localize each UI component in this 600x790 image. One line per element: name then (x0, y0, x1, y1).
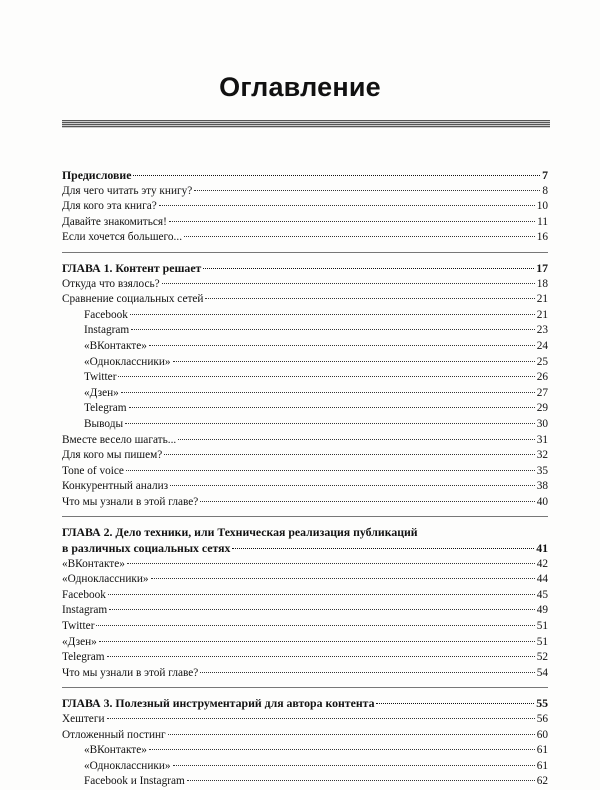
dot-leader (99, 641, 535, 642)
toc-entry-label: Для кого мы пишем? (62, 449, 163, 462)
dot-leader (118, 376, 534, 377)
toc-entry[interactable] (62, 308, 548, 324)
toc-entry-page: 41 (536, 541, 548, 556)
toc-entry-label: Откуда что взялось? (62, 277, 160, 290)
toc-entry-label: Что мы узнали в этой главе? (62, 666, 199, 679)
toc-entry[interactable] (62, 479, 548, 495)
toc-entry-label: Instagram (62, 604, 108, 617)
toc-entry-page: 54 (536, 666, 548, 679)
dot-leader (133, 175, 540, 176)
toc-entry[interactable] (62, 355, 548, 371)
dot-leader (194, 190, 540, 191)
toc-entry-page: 40 (536, 495, 548, 508)
toc-entry[interactable] (62, 557, 548, 573)
toc-entry-label: Конкурентный анализ (62, 480, 169, 493)
toc-entry-label: «Дзен» (84, 386, 119, 399)
toc-entry-label: ГЛАВА 3. Полезный инструментарий для автора контента (62, 696, 375, 711)
toc-entry-page: 62 (536, 775, 548, 788)
toc-entry[interactable] (62, 230, 548, 246)
section-chapter-3 (62, 696, 548, 790)
toc-entry-page: 42 (536, 557, 548, 570)
toc-entry-page: 21 (536, 293, 548, 306)
dot-leader (205, 298, 534, 299)
table-of-contents (62, 168, 548, 790)
dot-leader (151, 578, 535, 579)
dot-leader (127, 563, 535, 564)
dot-leader (376, 703, 534, 704)
dot-leader (200, 672, 534, 673)
dot-leader (178, 439, 534, 440)
toc-entry-page: 61 (536, 744, 548, 757)
toc-entry[interactable] (62, 619, 548, 635)
toc-entry[interactable] (62, 650, 548, 666)
toc-entry-label: Давайте знакомиться! (62, 215, 167, 228)
toc-entry-label: ГЛАВА 1. Контент решает (62, 260, 202, 275)
dot-leader (169, 221, 535, 222)
dot-leader (232, 548, 534, 549)
toc-entry-label: Facebook (84, 308, 128, 321)
toc-entry-label: «Одноклассники» (62, 573, 149, 586)
page-title: Оглавление (219, 72, 381, 102)
dot-leader (162, 283, 535, 284)
toc-entry[interactable] (62, 215, 548, 231)
toc-entry[interactable] (62, 323, 548, 339)
toc-entry-page: 21 (536, 308, 548, 321)
dot-leader (129, 407, 535, 408)
toc-entry[interactable] (62, 184, 548, 200)
section-preface (62, 168, 548, 246)
toc-entry-page: 18 (536, 277, 548, 290)
dot-leader (149, 345, 535, 346)
toc-entry[interactable] (62, 370, 548, 386)
dot-leader (131, 329, 535, 330)
toc-entry-page: 10 (536, 200, 548, 213)
toc-entry[interactable] (62, 292, 548, 308)
toc-entry[interactable] (62, 464, 548, 480)
toc-entry-page: 23 (536, 324, 548, 337)
toc-entry-label: «ВКонтакте» (84, 339, 147, 352)
toc-entry[interactable] (62, 386, 548, 402)
toc-entry-page: 61 (536, 759, 548, 772)
toc-entry-label: Telegram (62, 651, 105, 664)
toc-entry-label: «ВКонтакте» (62, 557, 125, 570)
toc-entry[interactable] (62, 603, 548, 619)
toc-entry[interactable] (62, 728, 548, 744)
dot-leader (109, 609, 535, 610)
toc-entry-label: «ВКонтакте» (84, 744, 147, 757)
toc-entry-page: 60 (536, 728, 548, 741)
toc-entry[interactable] (62, 199, 548, 215)
toc-entry[interactable] (62, 572, 548, 588)
toc-entry-page: 38 (536, 480, 548, 493)
dot-leader (187, 780, 535, 781)
toc-entry-label: «Одноклассники» (84, 355, 171, 368)
toc-entry-page: 52 (536, 651, 548, 664)
toc-entry[interactable] (62, 417, 548, 433)
chapter-heading-line[interactable]: ГЛАВА 2. Дело техники, или Техническая реализация публикаций (62, 525, 418, 540)
toc-entry-label: Telegram (84, 402, 127, 415)
chapter-heading[interactable] (62, 168, 548, 184)
dot-leader (164, 454, 534, 455)
dot-leader (168, 734, 535, 735)
dot-leader (125, 423, 535, 424)
dot-leader (173, 361, 535, 362)
toc-entry-label: Facebook (62, 588, 106, 601)
toc-entry-page: 30 (536, 417, 548, 430)
toc-entry-label: Для кого эта книга? (62, 200, 157, 213)
toc-entry-page: 49 (536, 604, 548, 617)
toc-entry[interactable] (62, 277, 548, 293)
toc-entry-label: «Дзен» (62, 635, 97, 648)
toc-entry[interactable] (62, 774, 548, 790)
toc-entry-page: 24 (536, 339, 548, 352)
dot-leader (184, 236, 535, 237)
dot-leader (203, 268, 534, 269)
toc-entry[interactable] (62, 712, 548, 728)
toc-entry-label: Если хочется большего... (62, 231, 183, 244)
toc-entry-label: Хештеги (62, 713, 105, 725)
dot-leader (159, 205, 535, 206)
toc-entry[interactable] (62, 743, 548, 759)
toc-entry[interactable] (62, 635, 548, 651)
toc-entry[interactable] (62, 588, 548, 604)
dot-leader (108, 594, 535, 595)
toc-entry[interactable] (62, 495, 548, 511)
dot-leader (173, 765, 535, 766)
toc-entry-page: 8 (542, 184, 548, 197)
toc-entry-label: Instagram (84, 324, 130, 337)
toc-entry-label: Отложенный постинг (62, 728, 166, 741)
toc-entry-page: 35 (536, 464, 548, 477)
section-chapter-1 (62, 261, 548, 511)
toc-entry[interactable] (62, 448, 548, 464)
toc-entry-page: 51 (536, 620, 548, 633)
toc-entry[interactable] (62, 666, 548, 682)
toc-entry-label: Выводы (84, 417, 124, 430)
toc-entry-page: 11 (537, 215, 548, 228)
toc-entry-page: 56 (536, 713, 548, 725)
toc-entry-label: Facebook и Instagram (84, 775, 185, 788)
dot-leader (130, 314, 535, 315)
toc-entry-page: 7 (542, 168, 548, 182)
toc-entry-page: 44 (536, 573, 548, 586)
toc-entry-page: 16 (536, 231, 548, 244)
toc-entry[interactable] (62, 401, 548, 417)
chapter-heading[interactable] (62, 261, 548, 277)
toc-entry-label: Tone of voice (62, 464, 124, 477)
dot-leader (107, 656, 535, 657)
toc-entry-page: 25 (536, 355, 548, 368)
dot-leader (107, 718, 535, 719)
toc-entry-label: Что мы узнали в этой главе? (62, 495, 199, 508)
toc-entry-label: «Одноклассники» (84, 759, 171, 772)
dot-leader (200, 501, 534, 502)
chapter-heading[interactable] (62, 696, 548, 712)
dot-leader (126, 470, 535, 471)
toc-entry-label: Для чего читать эту книгу? (62, 184, 193, 197)
toc-entry-label: в различных социальных сетях (62, 541, 231, 556)
chapter-heading[interactable] (62, 541, 548, 557)
toc-entry[interactable] (62, 759, 548, 775)
toc-entry-page: 27 (536, 386, 548, 399)
toc-entry-label: Twitter (84, 371, 117, 384)
dot-leader (96, 625, 534, 626)
toc-entry-label: Twitter (62, 620, 95, 633)
toc-entry-page: 31 (536, 433, 548, 446)
toc-entry-page: 55 (536, 696, 548, 711)
toc-entry-page: 26 (536, 371, 548, 384)
title-rule (62, 120, 550, 128)
dot-leader (170, 485, 535, 486)
dot-leader (121, 392, 535, 393)
toc-entry-page: 32 (536, 449, 548, 462)
section-chapter-2 (62, 525, 548, 681)
toc-entry-label: Предисловие (62, 168, 132, 182)
toc-entry-page: 29 (536, 402, 548, 415)
toc-entry-label: Вместе весело шагать... (62, 433, 177, 446)
toc-entry[interactable] (62, 339, 548, 355)
toc-entry[interactable] (62, 433, 548, 449)
toc-entry-page: 17 (536, 260, 548, 275)
toc-entry-label: Сравнение социальных сетей (62, 293, 204, 306)
toc-entry-page: 45 (536, 588, 548, 601)
toc-entry-page: 51 (536, 635, 548, 648)
